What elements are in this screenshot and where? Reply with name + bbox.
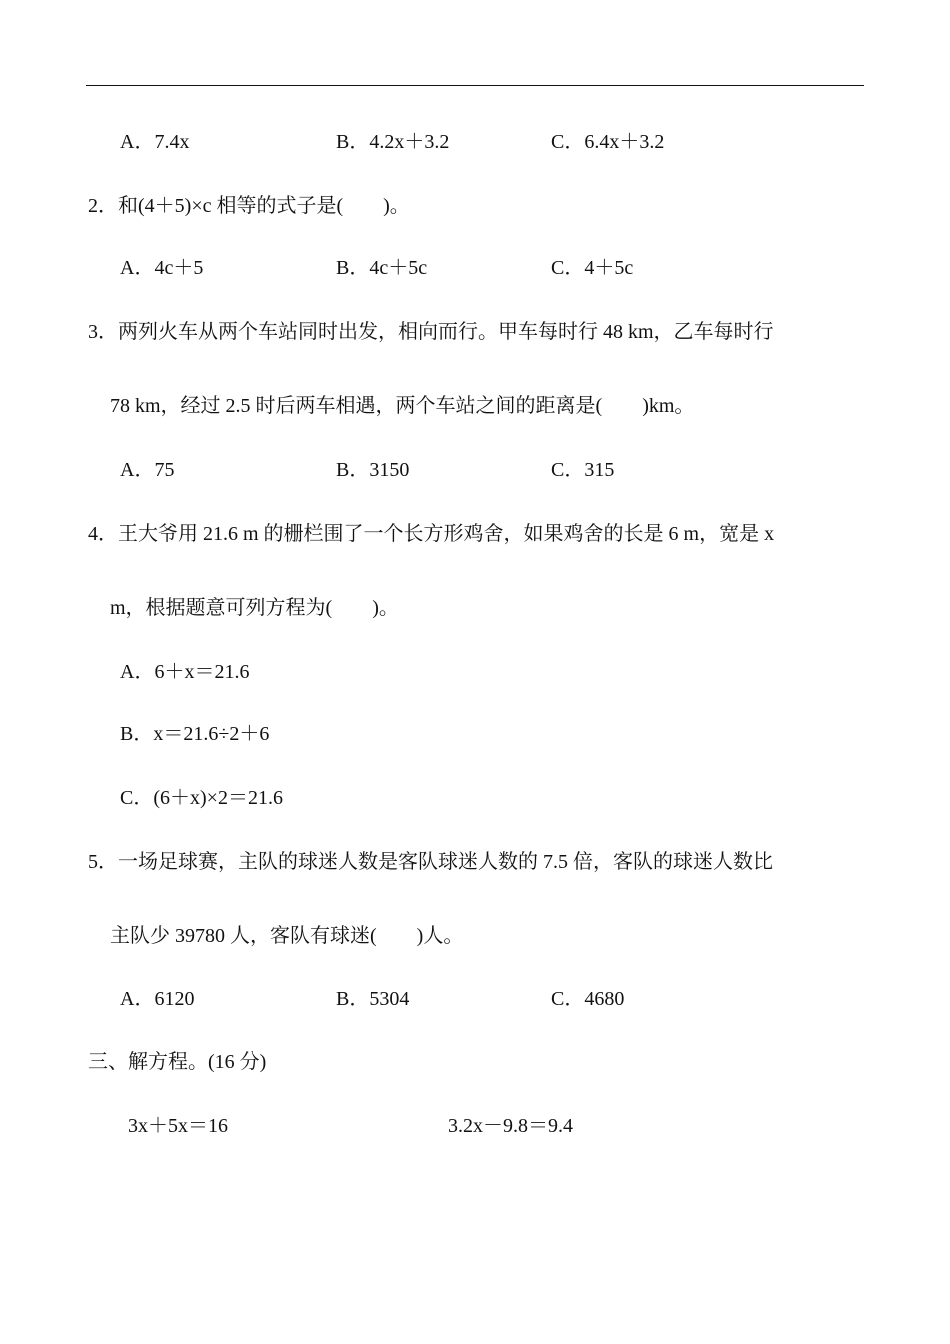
q5-stem-line1: 5．一场足球赛，主队的球迷人数是客队球迷人数的 7.5 倍，客队的球迷人数比: [88, 851, 773, 873]
equation-2: 3.2x－9.8＝9.4: [448, 1115, 573, 1137]
q1-option-c-text: 6.4x＋3.2: [584, 131, 665, 153]
q3-option-c[interactable]: [551, 458, 614, 482]
q5-option-a-label: A．: [120, 988, 155, 1010]
q2-option-c-label: C．: [551, 257, 585, 279]
q5-option-b-text: 5304: [369, 988, 410, 1010]
q3-option-b-text: 3150: [369, 459, 410, 481]
q2-option-b[interactable]: [336, 256, 427, 280]
q3-option-b-label: B．: [336, 459, 370, 481]
q1-option-a-text: 7.4x: [154, 131, 190, 153]
q5-option-a-text: 6120: [154, 988, 195, 1010]
q3-stem-line1: 3．两列火车从两个车站同时出发，相向而行。甲车每时行 48 km，乙车每时行: [88, 321, 774, 343]
q2-option-c-text: 4＋5c: [584, 257, 634, 279]
q3-option-b[interactable]: [336, 458, 409, 482]
q2-option-a-label: A．: [120, 257, 155, 279]
q5-option-a[interactable]: [120, 987, 194, 1011]
q4-stem-line1: 4．王大爷用 21.6 m 的栅栏围了一个长方形鸡舍，如果鸡舍的长是 6 m，宽是 x: [88, 523, 775, 545]
q2-option-c[interactable]: [551, 256, 633, 280]
q4-option-b-label: B．: [120, 723, 154, 745]
section3-title: 三、解方程。(16 分): [88, 1051, 267, 1073]
equation-1: 3x＋5x＝16: [128, 1115, 228, 1137]
q1-option-c-label: C．: [551, 131, 585, 153]
q2-option-b-text: 4c＋5c: [369, 257, 428, 279]
q4-option-c-text: (6＋x)×2＝21.6: [153, 787, 283, 809]
q1-option-a-label: A．: [120, 131, 155, 153]
q1-option-a[interactable]: [120, 130, 189, 154]
header-rule: [86, 85, 864, 86]
q2-option-a[interactable]: [120, 256, 203, 280]
q1-option-b-label: B．: [336, 131, 370, 153]
q5-option-c[interactable]: [551, 987, 624, 1011]
q1-option-b[interactable]: [336, 130, 449, 154]
q5-option-b-label: B．: [336, 988, 370, 1010]
q3-option-a-text: 75: [154, 459, 175, 481]
q4-option-b[interactable]: [120, 722, 269, 746]
q4-option-a-label: A．: [120, 661, 155, 683]
q4-option-c-label: C．: [120, 787, 154, 809]
q5-option-c-text: 4680: [584, 988, 625, 1010]
q1-option-c[interactable]: [551, 130, 664, 154]
q3-option-c-label: C．: [551, 459, 585, 481]
q4-stem-line2: m，根据题意可列方程为( )。: [110, 597, 399, 619]
q2-option-b-label: B．: [336, 257, 370, 279]
q4-option-a-text: 6＋x＝21.6: [154, 661, 250, 683]
q3-stem-line2: 78 km，经过 2.5 时后两车相遇，两个车站之间的距离是( )km。: [110, 395, 695, 417]
q1-option-b-text: 4.2x＋3.2: [369, 131, 450, 153]
q3-option-c-text: 315: [584, 459, 615, 481]
q2-stem: 2．和(4＋5)×c 相等的式子是( )。: [88, 195, 410, 217]
q3-option-a-label: A．: [120, 459, 155, 481]
q3-option-a[interactable]: [120, 458, 174, 482]
q5-option-b[interactable]: [336, 987, 409, 1011]
q5-option-c-label: C．: [551, 988, 585, 1010]
q4-option-a[interactable]: [120, 660, 249, 684]
q4-option-c[interactable]: [120, 786, 283, 810]
q2-option-a-text: 4c＋5: [154, 257, 204, 279]
q5-stem-line2: 主队少 39780 人，客队有球迷( )人。: [110, 925, 464, 947]
q4-option-b-text: x＝21.6÷2＋6: [153, 723, 270, 745]
